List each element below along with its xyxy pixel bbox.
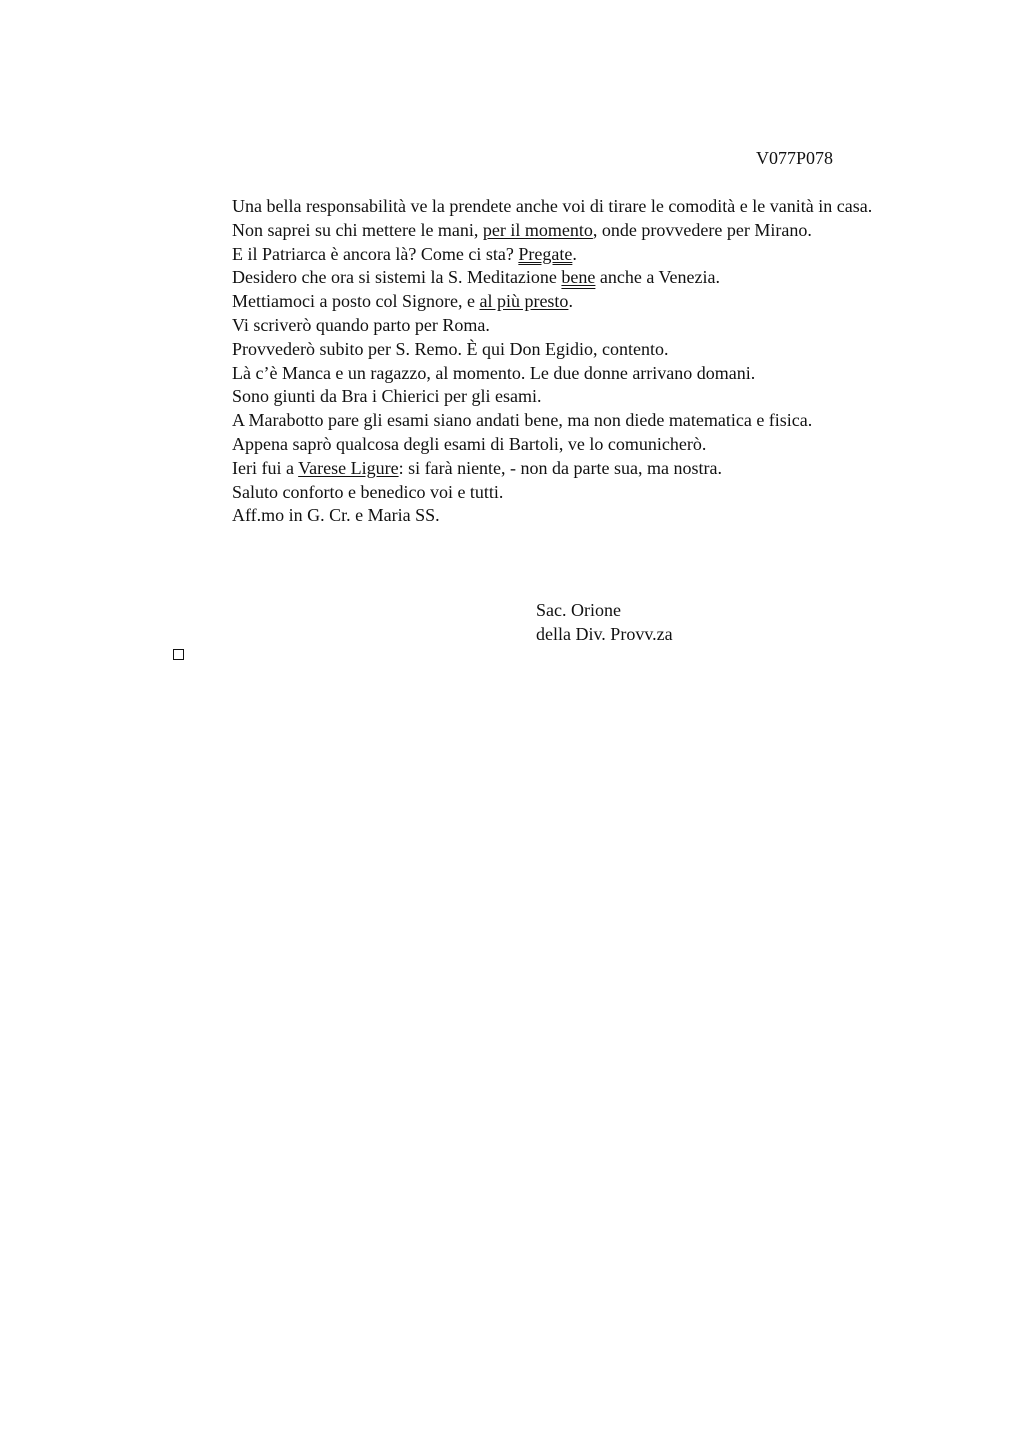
paragraph-roma: Vi scriverò quando parto per Roma. <box>232 314 490 335</box>
text-segment: Non saprei su chi mettere le mani, <box>232 219 483 240</box>
text-segment: . <box>568 291 573 312</box>
paragraph-chierici: Sono giunti da Bra i Chierici per gli esami. <box>232 386 542 407</box>
signature-name: Sac. Orione <box>536 600 621 620</box>
text-segment: Mettiamoci a posto col Signore, e <box>232 291 480 312</box>
underlined-phrase: per il momento <box>482 219 593 240</box>
signature-title: della Div. Provv.za <box>536 624 673 644</box>
paragraph-responsibility: Una bella responsabilità ve la prendete anche voi di tirare le comodità e le vanità in casa. <box>232 196 873 216</box>
paragraph-mirano <box>171 219 923 243</box>
paragraph-varese <box>171 457 923 481</box>
text-segment: E il Patriarca è ancora là? Come ci sta? <box>232 243 519 264</box>
underlined-phrase: al più presto <box>479 291 569 312</box>
paragraph-san-remo: Provvederò subito per S. Remo. È qui Don Egidio, contento. <box>232 338 669 359</box>
text-segment: , onde provvedere per Mirano. <box>592 219 812 240</box>
paragraph-saluto: Saluto conforto e benedico voi e tutti. <box>232 481 504 502</box>
square-marker-icon <box>173 649 184 660</box>
paragraph-marabotto: A Marabotto pare gli esami siano andati bene, ma non diede matematica e fisica. <box>232 410 813 431</box>
page-identifier: V077P078 <box>756 148 834 168</box>
paragraph-manca: Là c’è Manca e un ragazzo, al momento. Le due donne arrivano domani. <box>232 362 756 383</box>
letter-body <box>171 195 923 528</box>
text-segment: Ieri fui a <box>232 457 299 478</box>
paragraph-meditazione <box>171 266 923 290</box>
underlined-place-name: Varese Ligure <box>298 457 399 478</box>
paragraph-closing: Aff.mo in G. Cr. e Maria SS. <box>232 505 440 526</box>
paragraph-bartoli: Appena saprò qualcosa degli esami di Bartoli, ve lo comunicherò. <box>232 433 707 454</box>
text-segment: Desidero che ora si sistemi la S. Meditazione <box>232 267 562 288</box>
signature-block <box>536 598 673 646</box>
paragraph-signore <box>171 290 923 314</box>
text-segment: anche a Venezia. <box>595 267 720 288</box>
text-segment: : si farà niente, - non da parte sua, ma nostra. <box>398 457 722 478</box>
text-segment: . <box>572 243 577 264</box>
double-underlined-word: bene <box>561 267 596 288</box>
double-underlined-word: Pregate <box>518 243 573 264</box>
paragraph-patriarca <box>171 243 923 267</box>
